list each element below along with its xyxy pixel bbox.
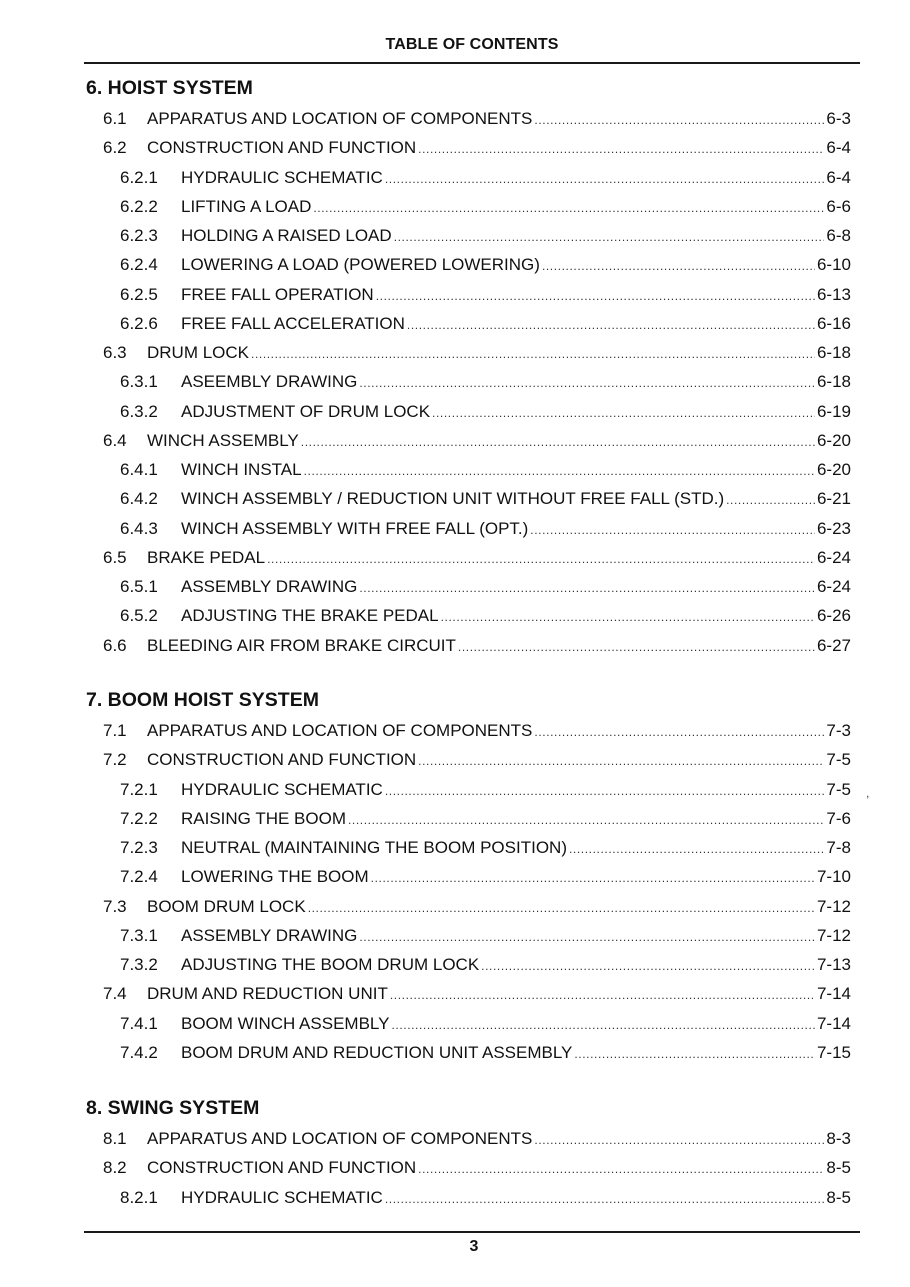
toc-entry[interactable] (103, 721, 851, 743)
page-reference: 6-16 (816, 313, 851, 333)
page-reference: 7-14 (816, 1013, 851, 1033)
section-number: 6.4.1 (120, 460, 158, 479)
section-title: LOWERING A LOAD (POWERED LOWERING) (181, 255, 540, 275)
section-number: 6.5 (103, 547, 127, 567)
dot-leader (569, 839, 824, 853)
toc-entry[interactable] (120, 955, 851, 977)
section-title: ADJUSTING THE BOOM DRUM LOCK (181, 955, 480, 974)
page-reference: 7-10 (816, 867, 851, 887)
page-reference: 6-6 (826, 196, 851, 216)
dot-leader (441, 607, 815, 621)
dot-leader (418, 1159, 824, 1173)
section-title: ASEEMBLY DRAWING (181, 372, 358, 392)
page-reference: 7-13 (816, 955, 851, 974)
page-reference: 7-5 (826, 750, 851, 770)
dot-leader (359, 578, 815, 592)
section-number: 7.2.2 (120, 808, 158, 828)
section-title: WINCH ASSEMBLY (147, 430, 299, 450)
page-reference: 6-27 (816, 635, 851, 655)
dot-leader (304, 461, 815, 475)
dot-leader (530, 520, 815, 534)
toc-entry[interactable] (103, 984, 851, 1006)
section-number: 7.3.2 (120, 955, 158, 974)
section-number: 6.1 (103, 109, 127, 128)
page-reference: 7-15 (816, 1042, 851, 1062)
toc-entry[interactable] (120, 255, 851, 277)
dot-leader (390, 985, 815, 999)
section-number: 7.4 (103, 984, 127, 1004)
toc-entry[interactable] (120, 577, 851, 599)
toc-entry[interactable] (120, 489, 851, 511)
section-title: BOOM WINCH ASSEMBLY (181, 1013, 390, 1033)
scan-artifact-mark: , (866, 786, 870, 800)
section-title: FREE FALL ACCELERATION (181, 313, 405, 333)
section-number: 6.5.1 (120, 577, 158, 596)
section-number: 8.2 (103, 1158, 127, 1178)
dot-leader (534, 722, 824, 736)
section-number: 6.4 (103, 430, 127, 450)
page-reference: 8-3 (826, 1129, 851, 1148)
page-reference: 6-18 (816, 343, 851, 362)
page-reference: 7-12 (816, 896, 851, 916)
section-title: WINCH ASSEMBLY WITH FREE FALL (OPT.) (181, 518, 529, 538)
toc-entry[interactable] (120, 314, 851, 336)
toc-entry[interactable] (120, 519, 851, 541)
chapter-heading[interactable]: 6. HOIST SYSTEM (86, 77, 253, 99)
section-title: HYDRAULIC SCHEMATIC (181, 167, 383, 187)
section-title: BOOM DRUM AND REDUCTION UNIT ASSEMBLY (181, 1042, 573, 1062)
toc-entry[interactable] (120, 838, 851, 860)
section-title: APPARATUS AND LOCATION OF COMPONENTS (147, 109, 533, 128)
section-title: LOWERING THE BOOM (181, 867, 369, 887)
page-header-title: TABLE OF CONTENTS (385, 36, 559, 53)
section-title: HYDRAULIC SCHEMATIC (181, 1187, 383, 1207)
page-reference: 6-24 (816, 547, 851, 567)
toc-entry[interactable] (103, 636, 851, 658)
toc-entry[interactable] (120, 460, 851, 482)
page-reference: 6-23 (816, 518, 851, 538)
dot-leader (385, 781, 825, 795)
page-reference: 7-8 (826, 838, 851, 857)
page-reference: 7-5 (826, 779, 851, 799)
toc-entry[interactable] (120, 402, 851, 424)
dot-leader (418, 139, 824, 153)
page-reference: 6-18 (816, 372, 851, 392)
section-number: 7.2.4 (120, 867, 158, 887)
dot-leader (574, 1044, 815, 1058)
section-number: 6.2.6 (120, 313, 158, 333)
toc-entry[interactable] (103, 109, 851, 131)
section-title: ADJUSTMENT OF DRUM LOCK (181, 401, 431, 421)
toc-entry[interactable] (103, 1158, 851, 1180)
section-title: ADJUSTING THE BRAKE PEDAL (181, 606, 439, 626)
dot-leader (481, 956, 815, 970)
section-title: BRAKE PEDAL (147, 547, 266, 567)
section-title: HOLDING A RAISED LOAD (181, 226, 392, 245)
section-number: 6.2.4 (120, 255, 158, 275)
dot-leader (394, 227, 825, 241)
section-number: 6.5.2 (120, 606, 158, 626)
dot-leader (458, 637, 815, 651)
section-title: ASSEMBLY DRAWING (181, 925, 358, 945)
dot-leader (418, 751, 824, 765)
page-reference: 6-4 (826, 138, 851, 158)
section-title: HYDRAULIC SCHEMATIC (181, 779, 383, 799)
toc-entry[interactable] (103, 548, 851, 570)
section-title: NEUTRAL (MAINTAINING THE BOOM POSITION) (181, 838, 567, 857)
page-reference: 7-6 (826, 808, 851, 828)
toc-entry[interactable] (103, 343, 851, 365)
section-title: BLEEDING AIR FROM BRAKE CIRCUIT (147, 635, 456, 655)
chapter-heading[interactable]: 7. BOOM HOIST SYSTEM (86, 689, 319, 711)
dot-leader (313, 198, 824, 212)
dot-leader (385, 1189, 825, 1203)
toc-entry[interactable] (120, 197, 851, 219)
section-number: 6.2 (103, 138, 127, 158)
dot-leader (432, 403, 815, 417)
toc-entry[interactable] (120, 372, 851, 394)
dot-leader (359, 927, 815, 941)
section-title: FREE FALL OPERATION (181, 284, 374, 304)
section-number: 6.3 (103, 343, 127, 362)
toc-entry[interactable] (103, 138, 851, 160)
section-title: APPARATUS AND LOCATION OF COMPONENTS (147, 721, 533, 740)
dot-leader (407, 315, 815, 329)
toc-entry[interactable] (120, 285, 851, 307)
dot-leader (267, 549, 815, 563)
footer-divider (84, 1231, 860, 1233)
section-title: CONSTRUCTION AND FUNCTION (147, 1158, 417, 1178)
section-number: 7.3 (103, 896, 127, 916)
chapter-heading[interactable]: 8. SWING SYSTEM (86, 1097, 260, 1119)
toc-entry[interactable] (103, 431, 851, 453)
page-number: 3 (469, 1238, 479, 1255)
section-title: WINCH ASSEMBLY / REDUCTION UNIT WITHOUT FREE FALL (STD.) (181, 489, 725, 509)
section-number: 7.2 (103, 750, 127, 770)
toc-entry[interactable] (120, 606, 851, 628)
toc-entry[interactable] (103, 750, 851, 772)
dot-leader (534, 1130, 824, 1144)
page-reference: 7-14 (816, 984, 851, 1004)
dot-leader (251, 344, 815, 358)
section-number: 7.3.1 (120, 925, 158, 945)
dot-leader (348, 810, 824, 824)
section-title: RAISING THE BOOM (181, 808, 346, 828)
section-title: DRUM LOCK (147, 343, 250, 362)
section-number: 7.4.1 (120, 1013, 158, 1033)
section-number: 8.1 (103, 1129, 127, 1148)
page-reference: 6-20 (816, 430, 851, 450)
page-reference: 6-4 (826, 167, 851, 187)
toc-entry[interactable] (120, 1043, 851, 1065)
section-number: 7.2.1 (120, 779, 158, 799)
section-number: 6.6 (103, 635, 127, 655)
page-reference: 6-20 (816, 460, 851, 479)
dot-leader (301, 432, 815, 446)
toc-entry[interactable] (120, 168, 851, 190)
section-title: CONSTRUCTION AND FUNCTION (147, 138, 417, 158)
page-reference: 6-21 (816, 489, 851, 509)
toc-entry[interactable] (120, 226, 851, 248)
dot-leader (534, 110, 824, 124)
dot-leader (726, 490, 815, 504)
page-reference: 6-8 (826, 226, 851, 245)
page-reference: 6-3 (826, 109, 851, 128)
toc-entry[interactable] (120, 780, 851, 802)
section-number: 6.4.2 (120, 489, 158, 509)
page-reference: 6-13 (816, 284, 851, 304)
page-reference: 6-10 (816, 255, 851, 275)
dot-leader (542, 256, 815, 270)
section-title: LIFTING A LOAD (181, 196, 312, 216)
section-number: 6.2.2 (120, 196, 158, 216)
dot-leader (391, 1015, 815, 1029)
dot-leader (359, 373, 815, 387)
page-reference: 6-26 (816, 606, 851, 626)
toc-entry[interactable] (120, 926, 851, 948)
toc-entry[interactable] (120, 809, 851, 831)
section-number: 6.3.1 (120, 372, 158, 392)
section-title: WINCH INSTAL (181, 460, 302, 479)
toc-entry[interactable] (120, 1014, 851, 1036)
section-number: 7.2.3 (120, 838, 158, 857)
section-number: 6.2.3 (120, 226, 158, 245)
section-number: 7.1 (103, 721, 127, 740)
toc-entry[interactable] (103, 897, 851, 919)
header-divider (84, 62, 860, 64)
page-reference: 6-24 (816, 577, 851, 596)
toc-entry[interactable] (120, 867, 851, 889)
page-reference: 8-5 (826, 1158, 851, 1178)
dot-leader (385, 169, 825, 183)
section-number: 6.3.2 (120, 401, 158, 421)
page-reference: 7-3 (826, 721, 851, 740)
section-number: 6.2.5 (120, 284, 158, 304)
page-reference: 6-19 (816, 401, 851, 421)
section-number: 6.4.3 (120, 518, 158, 538)
dot-leader (376, 286, 815, 300)
page-reference: 8-5 (826, 1187, 851, 1207)
section-title: DRUM AND REDUCTION UNIT (147, 984, 388, 1004)
section-title: CONSTRUCTION AND FUNCTION (147, 750, 417, 770)
toc-entry[interactable] (103, 1129, 851, 1151)
section-number: 8.2.1 (120, 1187, 158, 1207)
toc-entry[interactable] (120, 1188, 851, 1210)
section-title: APPARATUS AND LOCATION OF COMPONENTS (147, 1129, 533, 1148)
page-reference: 7-12 (816, 925, 851, 945)
section-number: 7.4.2 (120, 1042, 158, 1062)
dot-leader (371, 868, 815, 882)
section-title: BOOM DRUM LOCK (147, 896, 306, 916)
dot-leader (308, 898, 815, 912)
section-number: 6.2.1 (120, 167, 158, 187)
section-title: ASSEMBLY DRAWING (181, 577, 358, 596)
